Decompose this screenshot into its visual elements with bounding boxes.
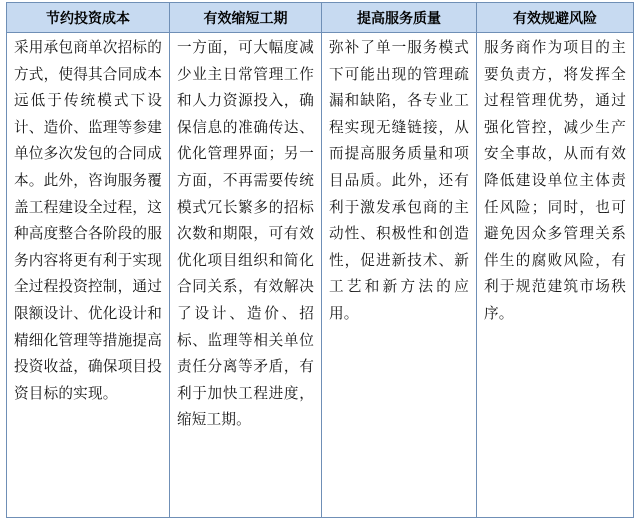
column-text: 采用承包商单次招标的方式，使得其合同成本远低于传统模式下设计、造价、监理等参建单位多次发包的合同成本。此外，咨询服务覆盖工程建设全过程，这种高度整合各阶段的服务内容将更有利于实现全过程投资控制，通过限额设计、优化设计和精细化管理等措施提高投资收益，确保项目投资目标的实现。 (14, 39, 162, 402)
column-text: 弥补了单一服务模式下可能出现的管理疏漏和缺陷，各专业工程实现无缝链接，从而提高服务质量和项目品质。此外，还有利于激发承包商的主动性、积极性和创造性，促进新技术、新工艺和新方法的应用。 (329, 39, 469, 322)
column-text: 一方面，可大幅度减少业主日常管理工作和人力资源投入，确保信息的准确传达、优化管理界面；另一方面，不再需要传统模式冗长繁多的招标次数和期限，可有效优化项目组织和简化合同关系，有效解决了设计、造价、招标、监理等相关单位责任分离等矛盾，有利于加快工程进度，缩短工期。 (177, 39, 314, 429)
column-header: 节约投资成本 (7, 3, 169, 33)
column-cost (7, 3, 170, 517)
column-header: 有效缩短工期 (170, 3, 321, 33)
column-header: 有效规避风险 (477, 3, 633, 33)
column-schedule (170, 3, 322, 517)
column-quality (322, 3, 477, 517)
comparison-table (6, 2, 634, 518)
column-header: 提高服务质量 (322, 3, 476, 33)
column-risk (477, 3, 633, 517)
column-text: 服务商作为项目的主要负责方，将发挥全过程管理优势，通过强化管控，减少生产安全事故，从而有效降低建设单位主体责任风险；同时，也可避免因众多管理关系伴生的腐败风险，有利于规范建筑市场秩序。 (484, 39, 626, 322)
